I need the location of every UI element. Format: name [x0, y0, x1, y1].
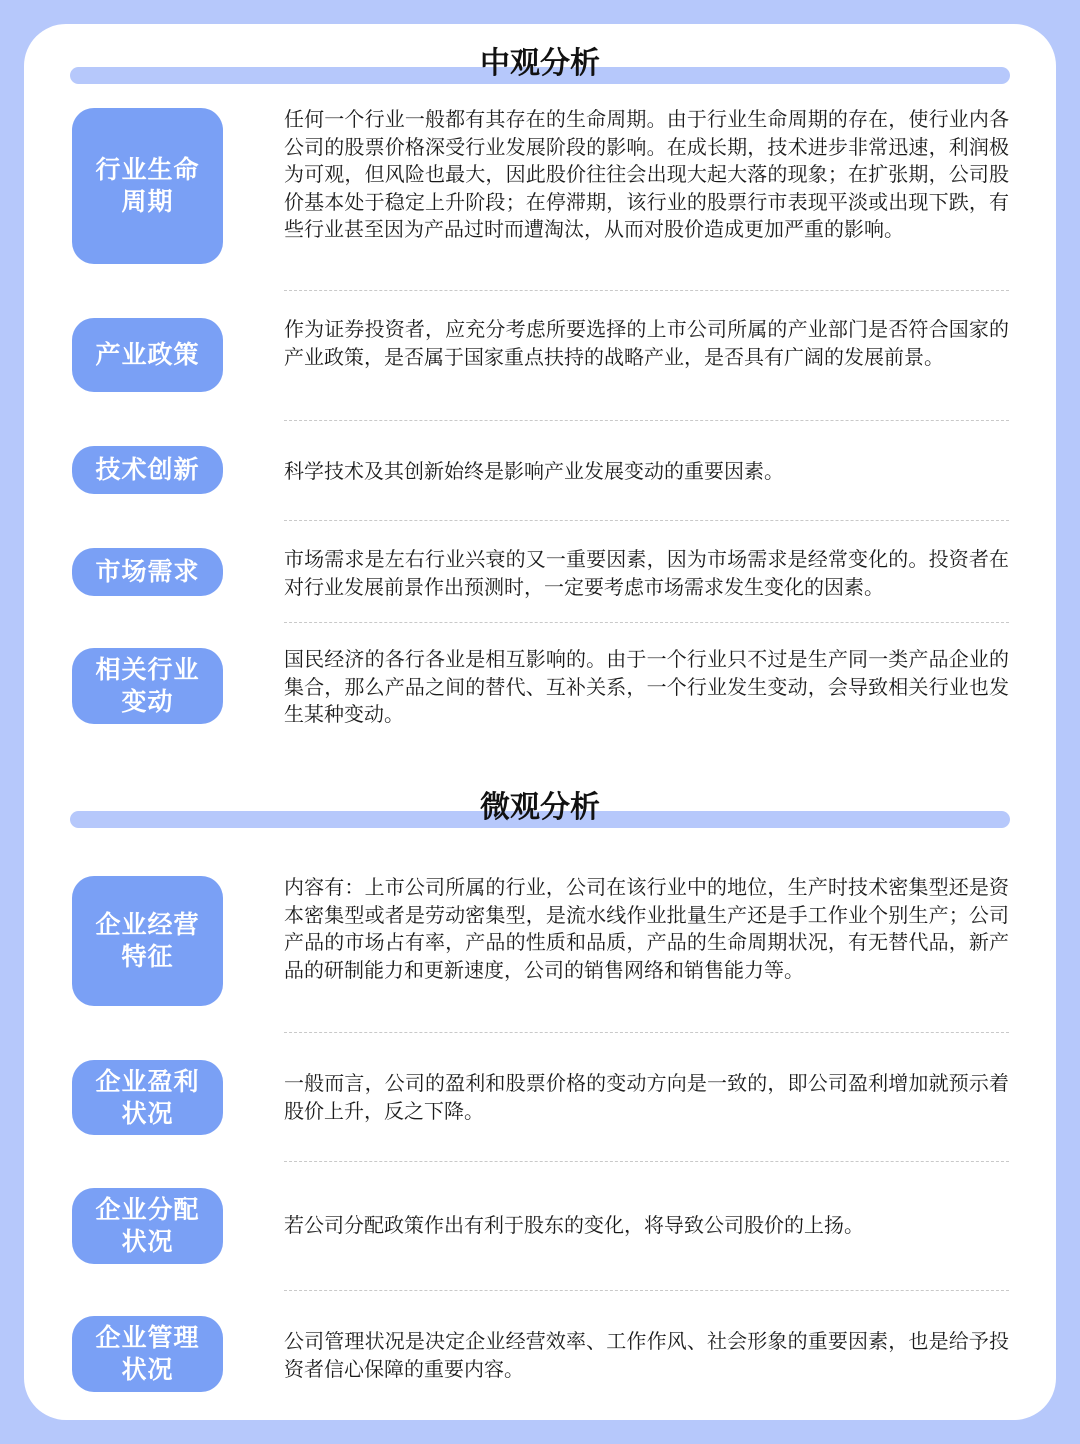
desc-market-demand: 市场需求是左右行业兴衰的又一重要因素，因为市场需求是经常变化的。投资者在对行业发展前景作出预测时，一定要考虑市场需求发生变化的因素。 — [284, 547, 1009, 599]
tag-profit-status: 企业盈利状况 — [72, 1060, 223, 1135]
tag-business-features: 企业经营特征 — [72, 876, 223, 1006]
desc-management-status: 公司管理状况是决定企业经营效率、工作作风、社会形象的重要因素，也是给予投资者信心保障的重要内容。 — [284, 1329, 1009, 1381]
tag-related-industry: 相关行业变动 — [72, 648, 223, 724]
desc-business-features: 内容有：上市公司所属的行业，公司在该行业中的地位，生产时技术密集型还是资本密集型或者是劳动密集型，是流水线作业批量生产还是手工作业个别生产；公司产品的市场占有率，产品的性质和品质，产品的生命周期状况，有无替代品，新产品的研制能力和更新速度，公司的销售网络和销售能力等。 — [284, 875, 1009, 982]
desc-profit-status: 一般而言，公司的盈利和股票价格的变动方向是一致的，即公司盈利增加就预示着股价上升，反之下降。 — [284, 1071, 1009, 1123]
desc-industrial-policy: 作为证券投资者，应充分考虑所要选择的上市公司所属的产业部门是否符合国家的产业政策，是否属于国家重点扶持的战略产业，是否具有广阔的发展前景。 — [284, 317, 1009, 369]
section-title: 微观分析 — [480, 790, 600, 825]
desc-industry-life-cycle: 任何一个行业一般都有其存在的生命周期。由于行业生命周期的存在，使行业内各公司的股票价格深受行业发展阶段的影响。在成长期，技术进步非常迅速，利润极为可观，但风险也最大，因此股价往往会出现大起大落的现象；在扩张期，公司股价基本处于稳定上升阶段；在停滞期，该行业的股票行市表现平淡或出现下跌，有些行业甚至因为产品过时而遭淘汰，从而对股价造成更加严重的影响。 — [284, 107, 1009, 241]
desc-distribution-status: 若公司分配政策作出有利于股东的变化，将导致公司股价的上扬。 — [284, 1213, 864, 1237]
section-title: 中观分析 — [480, 46, 600, 81]
tag-industrial-policy: 产业政策 — [72, 318, 223, 392]
tag-industry-life-cycle: 行业生命周期 — [72, 108, 223, 264]
desc-related-industry: 国民经济的各行各业是相互影响的。由于一个行业只不过是生产同一类产品企业的集合，那么产品之间的替代、互补关系，一个行业发生变动，会导致相关行业也发生某种变动。 — [284, 647, 1009, 726]
dashed-divider — [284, 290, 1009, 291]
tag-market-demand: 市场需求 — [72, 548, 223, 596]
tag-management-status: 企业管理状况 — [72, 1316, 223, 1392]
desc-tech-innovation: 科学技术及其创新始终是影响产业发展变动的重要因素。 — [284, 459, 784, 483]
dashed-divider — [284, 1032, 1009, 1033]
section-header-meso — [70, 44, 1010, 88]
dashed-divider — [284, 520, 1009, 521]
section-header-micro — [70, 788, 1010, 832]
dashed-divider — [284, 420, 1009, 421]
dashed-divider — [284, 622, 1009, 623]
tag-tech-innovation: 技术创新 — [72, 446, 223, 494]
content-card — [24, 24, 1056, 1420]
dashed-divider — [284, 1290, 1009, 1291]
dashed-divider — [284, 1161, 1009, 1162]
tag-distribution-status: 企业分配状况 — [72, 1188, 223, 1264]
